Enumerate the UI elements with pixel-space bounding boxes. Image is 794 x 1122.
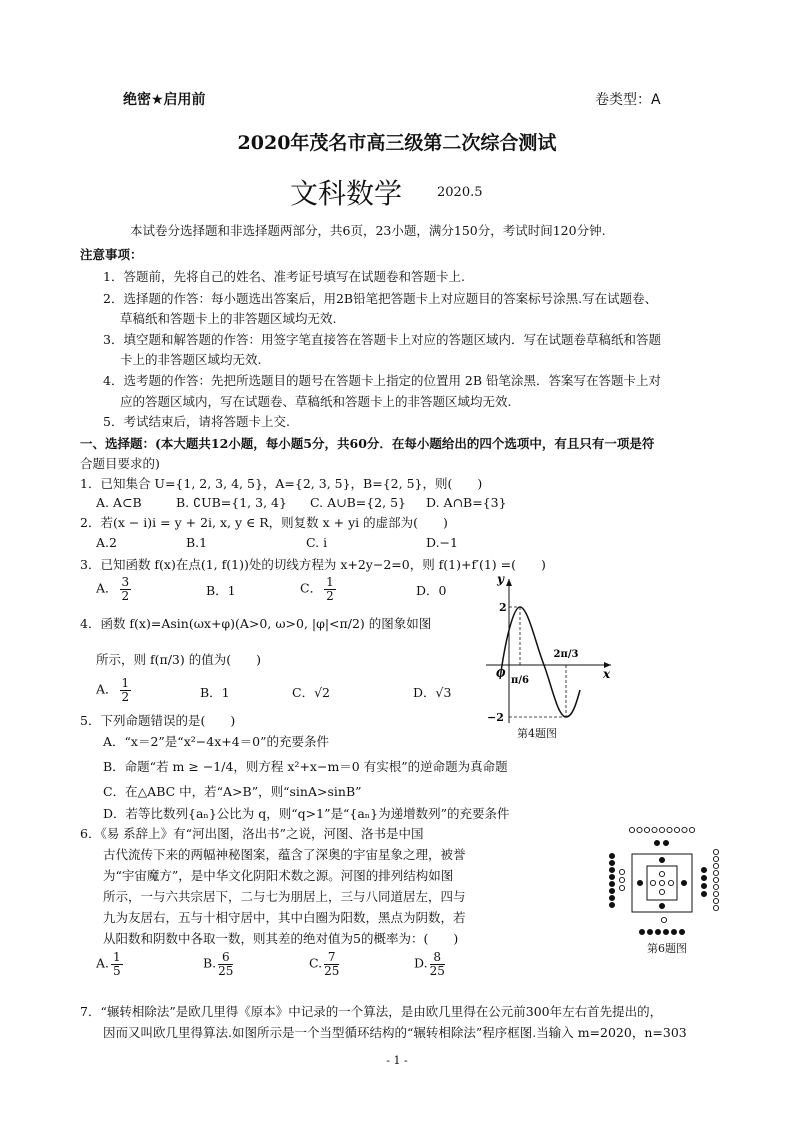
hetu-yang-dot xyxy=(674,827,679,832)
hetu-yang-dot xyxy=(644,827,649,832)
q4-option-a-fraction xyxy=(120,677,132,703)
hetu-yang-dot xyxy=(661,917,666,922)
q3-option-c[interactable] xyxy=(300,576,338,602)
q4-option-a-label: A． xyxy=(96,681,118,697)
hetu-yang-dot xyxy=(659,889,664,894)
q6-option-c[interactable] xyxy=(309,951,341,977)
q3-option-a-fraction xyxy=(120,576,132,602)
q6-b-denominator: 25 xyxy=(218,963,234,978)
q5-option-c[interactable]: C．在△ABC 中，若“A>B”，则“sinA>sinB” xyxy=(103,784,362,799)
hetu-yin-dot xyxy=(654,840,659,845)
hetu-yin-dot xyxy=(701,883,706,888)
confidential-label: 绝密★启用前 xyxy=(123,92,206,108)
hetu-yang-dot xyxy=(689,827,694,832)
q6-option-d-label: D. xyxy=(414,955,428,971)
q3-c-denominator: 2 xyxy=(326,588,334,603)
hetu-yang-dot xyxy=(619,885,624,890)
q6-c-numerator: 7 xyxy=(324,951,339,965)
q6-option-d[interactable] xyxy=(414,951,447,977)
q2-option-b[interactable]: B.1 xyxy=(186,535,208,550)
notice-item: 2．选择题的作答：每小题选出答案后，用2B铅笔把答题卡上对应题目的答案标号涂黑.写在试题卷、 xyxy=(103,291,658,306)
q3-option-d[interactable]: D．0 xyxy=(416,583,447,598)
sine-curve xyxy=(500,607,580,717)
q4-option-a[interactable] xyxy=(96,677,133,703)
q1-option-b[interactable]: B. ∁UB={1, 3, 4} xyxy=(176,495,287,510)
hetu-yin-dot xyxy=(681,880,686,885)
x-tick-pi-over-6: π/6 xyxy=(511,675,529,686)
notice-item: 应的答题区域内，写在试题卷、草稿纸和答题卡上的非答题区域均无效. xyxy=(120,394,512,409)
q3-option-c-fraction xyxy=(324,576,336,602)
q6-a-numerator: 1 xyxy=(113,950,121,964)
q6-option-b-label: B. xyxy=(203,955,217,971)
hetu-yin-dot xyxy=(647,929,652,934)
q3-option-a[interactable] xyxy=(96,576,133,602)
hetu-yin-dot xyxy=(659,903,664,908)
question-6-line: 所示，一与六共宗居下，二与七为朋居上，三与八同道居左，四与 xyxy=(103,889,466,904)
q5-option-a[interactable]: A．“x＝2”是“x²−4x+4＝0”的充要条件 xyxy=(103,734,330,749)
section-heading-cont: 合题目要求的) xyxy=(80,456,160,471)
q6-d-numerator: 8 xyxy=(430,951,445,965)
hetu-yang-dot xyxy=(659,880,664,885)
q1-option-a[interactable]: A. A⊂B xyxy=(96,495,142,510)
question-3-stem: 3．已知函数 f(x)在点(1, f(1))处的切线方程为 x+2y−2=0，则 f(1)+f′(1) =( ) xyxy=(80,557,546,572)
question-6-line: 6．《易 系辞上》有“河出图，洛出书”之说，河图、洛书是中国 xyxy=(80,826,424,841)
hetu-yang-dot xyxy=(650,880,655,885)
q4-option-b[interactable]: B．1 xyxy=(200,685,230,700)
hetu-yin-dot xyxy=(609,902,614,907)
q3-option-a-label: A． xyxy=(96,580,118,596)
hetu-yang-dot xyxy=(619,877,624,882)
q5-option-b[interactable]: B．命题“若 m ≥ −1/4，则方程 x²+x−m＝0 有实根”的逆命题为真命题 xyxy=(103,759,508,774)
question-6-line: 从阳数和阴数中各取一数，则其差的绝对值为5的概率为：( ) xyxy=(103,931,459,946)
subject-title: 文科数学 xyxy=(290,177,403,210)
hetu-yang-dot xyxy=(713,856,718,861)
hetu-yang-dot xyxy=(652,827,657,832)
question-7-line: 因而又叫欧几里得算法.如图所示是一个当型循环结构的“辗转相除法”程序框图.当输入 m=2020，n=303 xyxy=(103,1025,687,1040)
hetu-yang-dot xyxy=(682,827,687,832)
hetu-yin-dot xyxy=(637,880,642,885)
q3-a-denominator: 2 xyxy=(121,588,130,603)
x-axis-label: x xyxy=(603,667,611,681)
q3-option-c-label: C． xyxy=(300,580,323,596)
q4-sine-graph xyxy=(486,575,616,725)
notice-item: 3．填空题和解答题的作答：用签字笔直接答在答题卡上对应的答题区域内．写在试题卷草稿纸和答题 xyxy=(103,332,661,347)
question-6-line: 九为友居右，五与十相守居中，其中白圈为阳数，黑点为阴数，若 xyxy=(103,910,466,925)
hetu-yin-dot xyxy=(655,929,660,934)
hetu-yin-dot xyxy=(609,888,614,893)
notice-item: 1．答题前，先将自己的姓名、准考证号填写在试题卷和答题卡上. xyxy=(103,269,465,284)
q6-option-a[interactable] xyxy=(96,951,125,977)
hetu-yin-dot xyxy=(701,867,706,872)
hetu-yin-dot xyxy=(659,857,664,862)
hetu-dots xyxy=(609,827,718,934)
hetu-yang-dot xyxy=(667,827,672,832)
hetu-yang-dot xyxy=(713,849,718,854)
q6-b-numerator: 6 xyxy=(218,951,233,965)
q1-option-c[interactable]: C. A∪B={2, 5} xyxy=(310,495,406,510)
paper-type: 卷类型：A xyxy=(595,92,661,108)
notice-item: 5．考试结束后，请将答题卡上交. xyxy=(103,414,290,429)
q4-a-numerator: 1 xyxy=(121,676,130,690)
q6-option-a-label: A. xyxy=(96,955,110,971)
q4-option-d[interactable]: D．√3 xyxy=(413,685,452,700)
hetu-yin-dot xyxy=(663,840,668,845)
section-heading xyxy=(80,434,654,452)
q1-option-d[interactable]: D. A∩B={3} xyxy=(426,495,507,510)
q6-a-denominator: 5 xyxy=(113,963,121,978)
question-6-line: 为“宇宙魔方”，是中华文化阴阳术数之源。河图的排列结构如图 xyxy=(103,868,454,883)
hetu-yang-dot xyxy=(713,877,718,882)
hetu-yang-dot xyxy=(713,884,718,889)
q4-option-c[interactable]: C．√2 xyxy=(292,685,330,700)
q6-option-c-fraction xyxy=(324,951,339,977)
section-heading-text: 一、选择题：(本大题共12小题，每小题5分，共60分．在每小题给出的四个选项中，有且只有一项是符 xyxy=(80,436,655,451)
hetu-yang-dot xyxy=(668,880,673,885)
y-max-label: 2 xyxy=(499,601,507,614)
origin-label: O xyxy=(496,667,506,680)
question-7-line: 7．“辗转相除法”是欧几里得《原本》中记录的一个算法，是由欧几里得在公元前300年左右首先提出的， xyxy=(80,1004,663,1019)
question-6-line: 古代流传下来的两幅神秘图案，蕴含了深奥的宇宙星象之理，被誉 xyxy=(103,847,466,862)
hetu-yin-dot xyxy=(609,895,614,900)
q3-a-numerator: 3 xyxy=(121,575,130,589)
q2-option-c[interactable]: C. i xyxy=(306,535,328,550)
q6-figure-caption: 第6题图 xyxy=(647,942,687,955)
hetu-yin-dot xyxy=(609,867,614,872)
hetu-yang-dot xyxy=(637,827,642,832)
hetu-yin-dot xyxy=(701,891,706,896)
question-1-stem: 1．已知集合 U={1, 2, 3, 4, 5}，A={2, 3, 5}，B={2, 5}，则( ) xyxy=(80,476,483,491)
hetu-yang-dot xyxy=(659,871,664,876)
q6-c-denominator: 25 xyxy=(324,963,340,978)
question-4-stem-cont: 所示，则 f(π/3) 的值为( ) xyxy=(96,652,261,667)
hetu-yin-dot xyxy=(679,929,684,934)
notice-item: 卡上的非答题区域均无效. xyxy=(120,352,262,367)
question-5-stem: 5．下列命题错误的是( ) xyxy=(80,713,236,728)
q5-option-d[interactable]: D．若等比数列{aₙ}公比为 q，则“q>1”是“{aₙ}为递增数列”的充要条件 xyxy=(103,806,510,821)
page-number: - 1 - xyxy=(386,1054,408,1067)
hetu-yang-dot xyxy=(713,863,718,868)
exam-title: 2020年茂名市高三级第二次综合测试 xyxy=(237,132,557,154)
hetu-yang-dot xyxy=(713,905,718,910)
hetu-yin-dot xyxy=(671,929,676,934)
q2-option-a[interactable]: A.2 xyxy=(96,535,117,550)
hetu-yin-dot xyxy=(663,929,668,934)
q2-option-d[interactable]: D.−1 xyxy=(426,535,458,550)
hetu-yin-dot xyxy=(701,875,706,880)
hetu-yang-dot xyxy=(659,827,664,832)
y-axis-arrow xyxy=(506,579,512,586)
notice-item: 4．选考题的作答：先把所选题目的题号在答题卡上指定的位置用 2B 铅笔涂黑．答案写在答题卡上对 xyxy=(103,373,662,388)
question-4-stem: 4．函数 f(x)=Asin(ωx+φ)(A>0, ω>0, |φ|<π/2) 的图象如图 xyxy=(80,616,432,631)
q3-c-numerator: 1 xyxy=(326,575,334,589)
q4-a-denominator: 2 xyxy=(121,689,130,704)
exam-date: 2020.5 xyxy=(437,185,483,200)
notice-item: 草稿纸和答题卡上的非答题区域均无效. xyxy=(120,311,337,326)
q6-option-b[interactable] xyxy=(203,951,235,977)
hetu-yang-dot xyxy=(713,891,718,896)
y-min-label: −2 xyxy=(487,711,504,724)
question-2-stem: 2．若(x − i)i = y + 2i, x, y ∈ R，则复数 x + yi 的虚部为( ) xyxy=(80,515,448,530)
q6-option-d-fraction xyxy=(430,951,445,977)
hetu-yang-dot xyxy=(619,869,624,874)
hetu-yin-dot xyxy=(609,860,614,865)
q4-figure-caption: 第4题图 xyxy=(517,727,557,740)
x-tick-2pi-over-3: 2π/3 xyxy=(553,649,579,660)
q6-option-b-fraction xyxy=(218,951,233,977)
hetu-yang-dot xyxy=(713,898,718,903)
hetu-diagram xyxy=(604,822,734,940)
q6-option-c-label: C. xyxy=(309,955,323,971)
q6-option-a-fraction xyxy=(111,951,123,977)
y-axis-label: y xyxy=(497,575,504,586)
intro-text: 本试卷分选择题和非选择题两部分，共6页，23小题，满分150分，考试时间120分钟. xyxy=(130,223,606,238)
hetu-yang-dot xyxy=(713,870,718,875)
hetu-yin-dot xyxy=(639,929,644,934)
q3-option-b[interactable]: B．1 xyxy=(206,583,236,598)
hetu-yin-dot xyxy=(609,853,614,858)
notice-heading: 注意事项： xyxy=(80,247,143,262)
hetu-yin-dot xyxy=(609,881,614,886)
q6-d-denominator: 25 xyxy=(429,963,445,978)
hetu-yang-dot xyxy=(629,827,634,832)
hetu-yin-dot xyxy=(609,874,614,879)
